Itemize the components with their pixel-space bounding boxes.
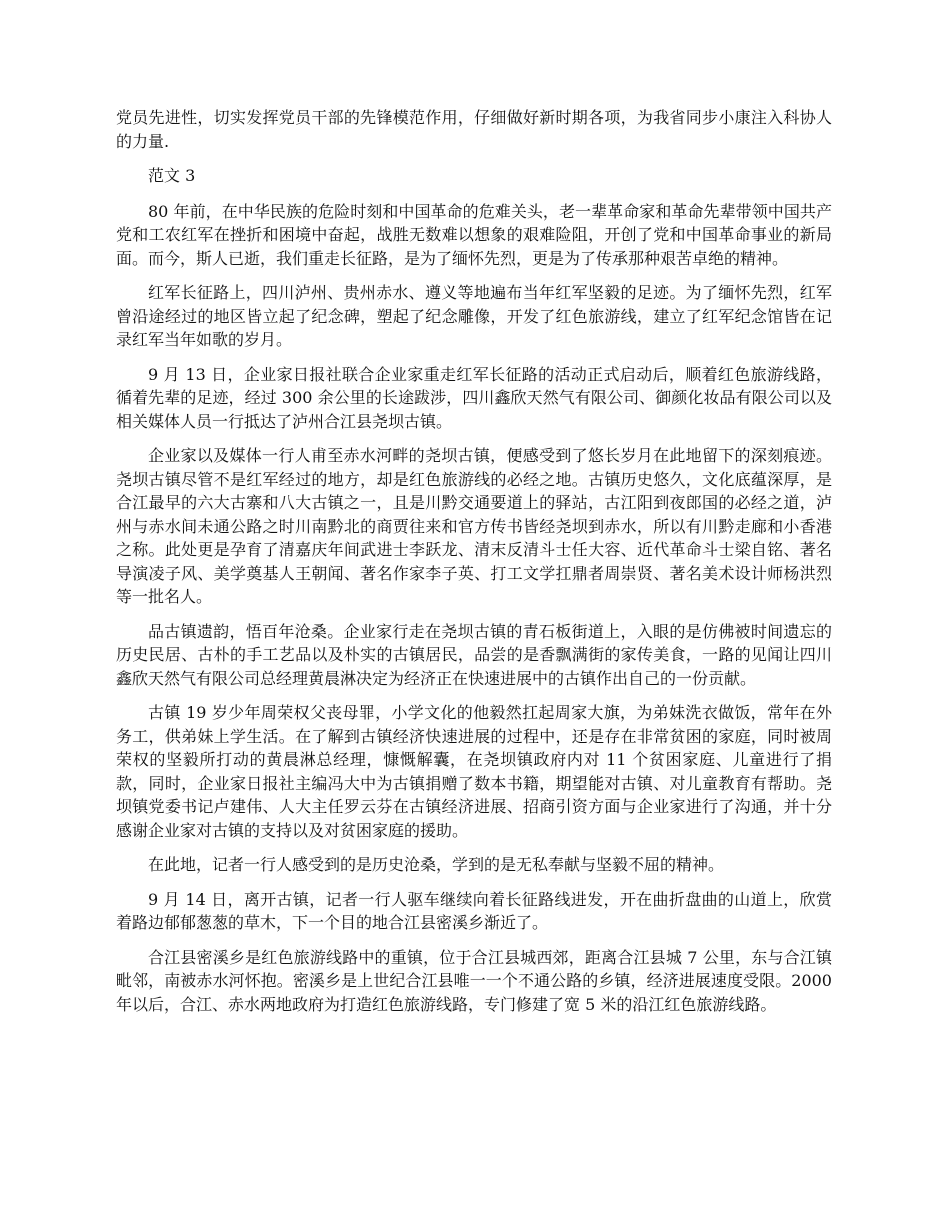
paragraph-long-march-history: 80 年前，在中华民族的危险时刻和中国革命的危难关头，老一辈革命家和革命先辈带领中国共产党和工农红军在挫折和困境中奋起，战胜无数难以想象的艰难险阻，开创了党和中国革命事业的新局面。而今，斯人已逝，我们重走长征路，是为了缅怀先烈，更是为了传承那种艰苦卓绝的精神。 [116,201,832,268]
paragraph-intro-continuation: 党员先进性，切实发挥党员干部的先锋模范作用，仔细做好新时期各项，为我省同步小康注入科协人的力量. [116,108,832,151]
section-heading: 范文 3 [148,166,196,185]
paragraph-donation: 古镇 19 岁少年周荣权父丧母罪，小学文化的他毅然扛起周家大旗，为弟妹洗衣做饭，常年在外务工，供弟妹上学生活。在了解到古镇经济快速进展的过程中，还是存在非常贫困的家庭，同时被周荣权的坚毅所打动的黄晨淋总经理，慷慨解囊，在尧坝镇政府内对 11 个贫困家庭、儿童进行了捐款，同时，企业家日报社主编冯大中为古镇捐赠了数本书籍，期望能对古镇、对儿童教育有帮助。尧坝镇党委书记卢建伟、人大主任罗云芬在古镇经济进展、招商引资方面与企业家进行了沟通，并十分感谢企业家对古镇的支持以及对贫困家庭的援助。 [116,703,832,840]
document-page [116,106,832,1027]
paragraph-yaoba-town: 企业家以及媒体一行人甫至赤水河畔的尧坝古镇，便感受到了悠长岁月在此地留下的深刻痕迹。尧坝古镇尽管不是红军经过的地方，却是红色旅游线的必经之地。古镇历史悠久，文化底蕴深厚，是合江最早的六大古寨和八大古镇之一，且是川黔交通要道上的驿站，古江阳到夜郎国的必经之道，泸州与赤水间未通公路之时川南黔北的商贾往来和官方传书皆经尧坝到赤水，所以有川黔走廊和小香港之称。此处更是孕育了清嘉庆年间武进士李跃龙、清末反清斗士任大容、近代革命斗士梁自铭、著名导演凌子风、美学奠基人王朝闻、著名作家李子英、打工文学扛鼎者周崇贤、著名美术设计师杨洪烈等一批名人。 [116,446,832,606]
paragraph-mixi-township: 合江县密溪乡是红色旅游线路中的重镇，位于合江县城西郊，距离合江县城 7 公里，东与合江镇毗邻，南被赤水河怀抱。密溪乡是上世纪合江县唯一一个不通公路的乡镇，经济进展速度受限。2000 年以后，合江、赤水两地政府为打造红色旅游线路，专门修建了宽 5 米的沿江红色旅游线路。 [116,947,832,1014]
paragraph-event-launch: 9 月 13 日，企业家日报社联合企业家重走红军长征路的活动正式启动后，顺着红色旅游线路，循着先辈的足迹，经过 300 余公里的长途跋涉，四川鑫欣天然气有限公司、御颜化妆品有限公司以及相关媒体人员一行抵达了泸州合江县尧坝古镇。 [116,364,832,431]
paragraph-journey-continues: 9 月 14 日，离开古镇，记者一行人驱车继续向着长征路线进发，开在曲折盘曲的山道上，欣赏着路边郁郁葱葱的草木，下一个目的地合江县密溪乡渐近了。 [116,889,832,932]
paragraph-reflection: 在此地，记者一行人感受到的是历史沧桑，学到的是无私奉献与坚毅不屈的精神。 [148,855,725,874]
paragraph-red-army-footprints: 红军长征路上，四川泸州、贵州赤水、遵义等地遍布当年红军坚毅的足迹。为了缅怀先烈，红军曾沿途经过的地区皆立起了纪念碑，塑起了纪念雕像，开发了红色旅游线，建立了红军纪念馆皆在记录红军当年如歌的岁月。 [116,283,832,349]
paragraph-ancient-town-charm: 品古镇遗韵，悟百年沧桑。企业家行走在尧坝古镇的青石板街道上，入眼的是仿佛被时间遗忘的历史民居、古朴的手工艺品以及朴实的古镇居民，品尝的是香飘满街的家传美食，一路的见闻让四川鑫欣天然气有限公司总经理黄晨淋决定为经济正在快速进展中的古镇作出自己的一份贡献。 [116,621,832,688]
